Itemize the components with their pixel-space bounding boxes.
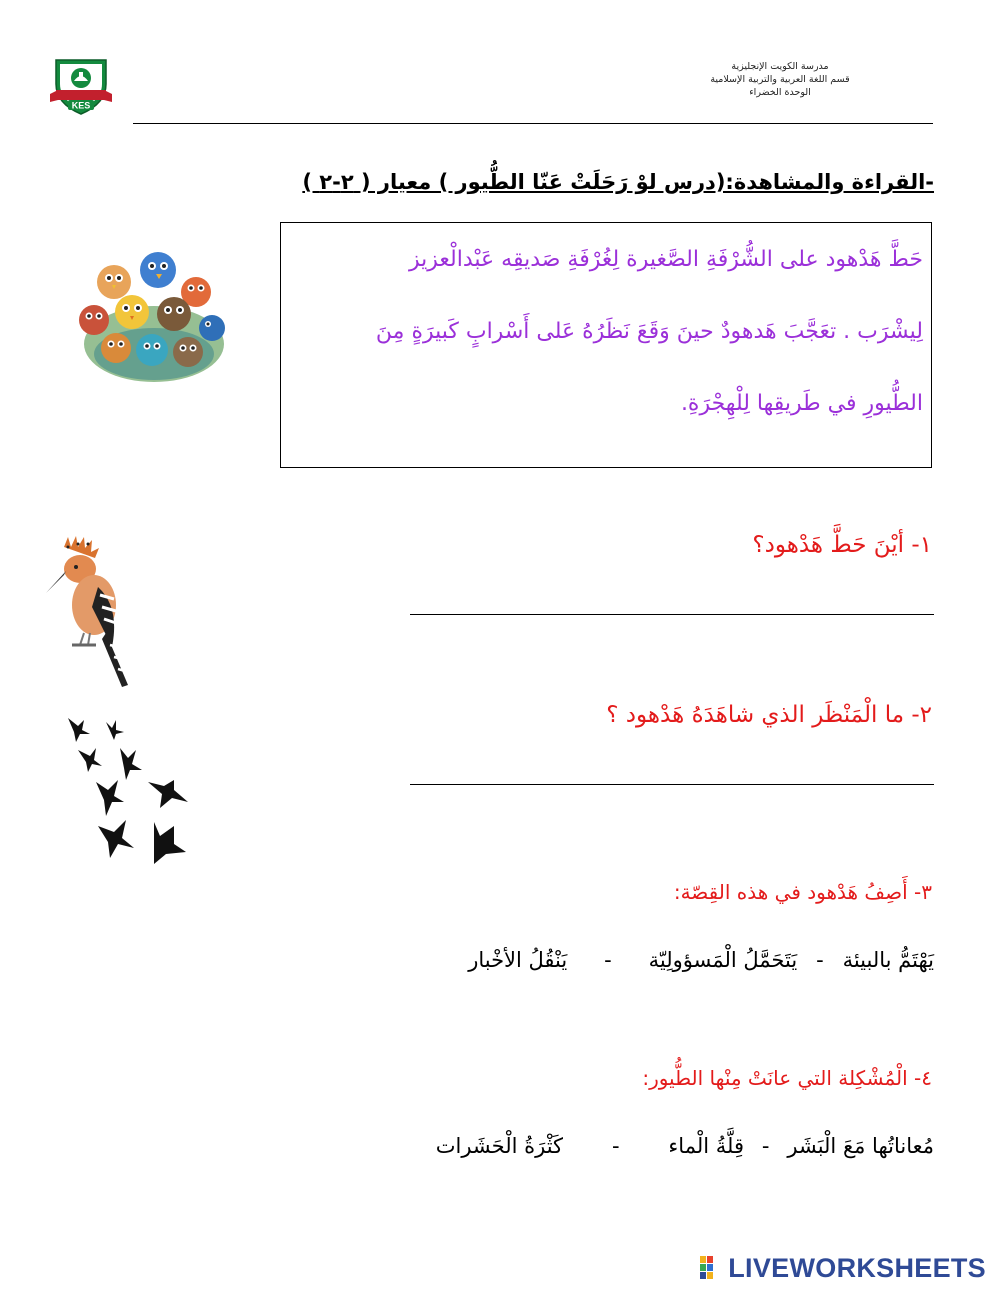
department-name: قسم اللغة العربية والتربية الإسلامية: [710, 74, 850, 85]
logo-text: KES: [71, 100, 91, 111]
passage-line-1: حَطَّ هَدْهود على الشُّرْفَةِ الصَّغيرة لِغُرْفَةِ صَديقِه عَبْدالْعزيز: [409, 247, 923, 272]
answer-line-2[interactable]: [410, 784, 934, 785]
question-4-options: [436, 1134, 934, 1158]
liveworksheets-logo-icon: [700, 1256, 722, 1280]
colorful-birds-illustration: [72, 236, 234, 392]
option-3-3[interactable]: يَنْقُلُ الأخْبار: [468, 948, 568, 972]
bird-flock-silhouettes: [62, 708, 194, 868]
page-title: -القراءة والمشاهدة:(درس لوْ رَحَلَتْ عَنّا الطُّيور ) معيار ( ٢-٢ ): [302, 170, 934, 194]
option-4-2[interactable]: قِلَّةُ الْماء: [668, 1134, 744, 1158]
question-3: ٣- أَصِفُ هَدْهود في هذه القِصّة:: [673, 880, 932, 904]
option-4-3[interactable]: كَثْرَةُ الْحَشَرات: [435, 1134, 564, 1158]
option-separator: -: [761, 1134, 770, 1158]
passage-line-3: الطُّيورِ في طَريقِها لِلْهِجْرَةِ.: [680, 391, 923, 416]
header-divider: [133, 123, 933, 124]
option-separator: -: [604, 948, 612, 972]
option-separator: -: [816, 948, 824, 972]
option-4-1[interactable]: مُعاناتُها مَعَ الْبَشَر: [787, 1134, 934, 1158]
option-separator: -: [611, 1134, 620, 1158]
brand-name: LIVEWORKSHEETS: [728, 1252, 986, 1283]
liveworksheets-brand[interactable]: [700, 1252, 986, 1284]
reading-passage: [280, 222, 932, 468]
school-logo: [48, 54, 114, 116]
option-3-1[interactable]: يَهْتَمُّ بالبيئة: [842, 948, 934, 972]
question-3-options: [468, 948, 934, 972]
answer-line-1[interactable]: [410, 614, 934, 615]
question-4: ٤- الْمُشْكِلة التي عانَتْ مِنْها الطُّيور:: [642, 1066, 932, 1090]
question-2: ٢- ما الْمَنْظَر الذي شاهَدَهُ هَدْهود ؟: [606, 702, 932, 728]
hoopoe-bird-illustration: [44, 535, 136, 687]
passage-line-2: لِيشْرَب . تعَجَّبَ هَدهودٌ حينَ وَقَعَ نَظَرُهُ عَلى أَسْرابٍ كَبيرَةٍ مِنَ: [375, 319, 923, 344]
school-name: مدرسة الكويت الإنجليزية: [731, 61, 829, 72]
school-header: [650, 60, 910, 99]
option-3-2[interactable]: يَتَحَمَّلُ الْمَسؤولِيّة: [648, 948, 798, 972]
question-1: ١- أيْنَ حَطَّ هَدْهود؟: [752, 532, 932, 558]
unit-name: الوحدة الخضراء: [749, 87, 811, 98]
